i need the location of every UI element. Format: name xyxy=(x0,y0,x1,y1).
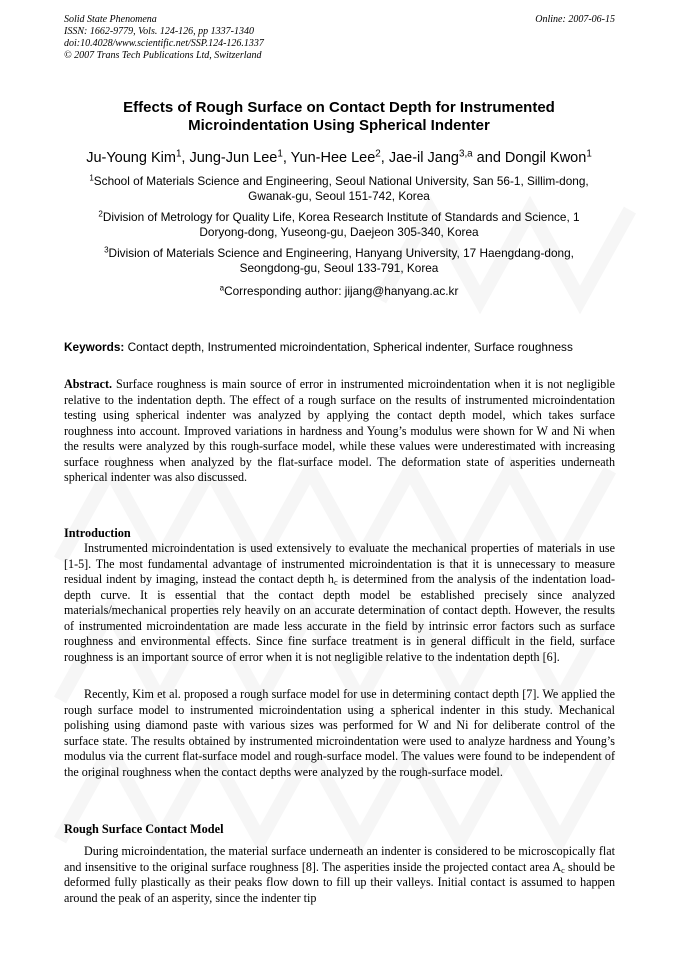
rough-surface-text: During microindentation, the material surface underneath an indenter is considered to be microscopically flat and insensitive to the original surface roughness [8]. The asperities inside the projected contact area A xyxy=(64,844,615,874)
rough-surface-subscript: c xyxy=(561,865,565,875)
title-line-1: Effects of Rough Surface on Contact Depth for Instrumented xyxy=(123,99,555,116)
keywords-text: Contact depth, Instrumented microindentation, Spherical indenter, Surface roughness xyxy=(124,340,573,354)
journal-header xyxy=(64,14,264,62)
affiliation-line: School of Materials Science and Engineering, Seoul National University, San 56-1, Sillim-dong, xyxy=(93,174,589,188)
keywords xyxy=(64,340,624,355)
affiliation-mark: 1 xyxy=(89,173,94,183)
intro-text: Instrumented microindentation is used extensively to evaluate the mechanical properties of materials in use [1-5]. The most fundamental advantage of instrumented microindentation is that it is unnecessary to measure residual indent by imaging, instead the contact depth h xyxy=(64,541,615,586)
author-affiliation-mark: 1 xyxy=(586,148,592,160)
introduction-heading: Introduction xyxy=(64,526,131,540)
author-name: Yun-Hee Lee xyxy=(290,150,376,166)
author-affiliation-mark: 2 xyxy=(375,148,381,160)
introduction-paragraph-2: Recently, Kim et al. proposed a rough surface model for use in determining contact depth [7]. We applied the rough surface model to instrumented microindentation using a spherical indenter in this study. Mechanical polishing using diamond paste with various sizes was performed for W and Ni for deliberate control of the surface state. The results obtained by instrumented microindentation were used to analyze hardness and Young’s modulus via the current flat-surface model and rough-surface model. The values were found to be independent of the original roughness when the contact depths were analyzed by the rough-surface model. xyxy=(64,687,615,779)
introduction-paragraph-1 xyxy=(64,541,615,665)
affiliation-line: Division of Materials Science and Engineering, Hanyang University, 17 Haengdang-dong, xyxy=(108,246,574,260)
corresponding-author xyxy=(60,284,618,299)
affiliation-line: Gwanak-gu, Seoul 151-742, Korea xyxy=(248,189,430,203)
intro-subscript: c xyxy=(333,578,338,588)
keywords-label: Keywords: xyxy=(64,340,125,354)
abstract-label: Abstract. xyxy=(64,377,113,391)
corresponding-mark: a xyxy=(219,283,225,293)
author-name: Jung-Jun Lee xyxy=(189,150,278,166)
journal-name: Solid State Phenomena xyxy=(64,14,157,25)
affiliation-line: Division of Metrology for Quality Life, Korea Research Institute of Standards and Science, 1 xyxy=(102,210,580,224)
author-separator: , xyxy=(181,150,190,166)
author-list xyxy=(20,149,658,167)
author-affiliation-mark: 3,a xyxy=(458,148,473,160)
corresponding-email: Corresponding author: jijang@hanyang.ac.kr xyxy=(224,284,459,298)
affiliation-1 xyxy=(60,174,618,204)
affiliation-line: Doryong-dong, Yuseong-gu, Daejeon 305-340, Korea xyxy=(199,225,479,239)
rough-surface-text: should be deformed fully plastically as their peaks flow down to fill up their valleys. Initial contact is assumed to happen around the peak of an asperity, since the indenter tip xyxy=(64,859,615,905)
affiliation-mark: 2 xyxy=(98,209,103,219)
affiliation-line: Seongdong-gu, Seoul 133-791, Korea xyxy=(239,261,439,275)
author-name: Dongil Kwon xyxy=(504,150,587,166)
author-separator: and xyxy=(472,150,505,166)
author-name: Jae-il Jang xyxy=(388,150,459,166)
author-affiliation-mark: 1 xyxy=(175,148,182,160)
online-date: Online: 2007-06-15 xyxy=(535,14,615,25)
doi-line: doi:10.4028/www.scientific.net/SSP.124-126.1337 xyxy=(64,38,264,49)
paper-title xyxy=(40,99,638,135)
rough-surface-heading: Rough Surface Contact Model xyxy=(64,822,224,836)
issn-line: ISSN: 1662-9779, Vols. 124-126, pp 1337-1340 xyxy=(64,26,254,37)
rough-surface-paragraph-1 xyxy=(64,844,615,906)
abstract-text: Surface roughness is main source of error in instrumented microindentation when it is not negligible relative to the indentation depth. The effect of a rough surface on the results of instrumented microindentation testing using spherical indenter was analyzed by applying the contact depth model, which takes surface roughness into account. Improved variations in hardness and Young’s modulus were shown for W and Ni when the results were analyzed by this rough-surface model, while these values were underestimated with increasing surface roughness when analyzed by the flat-surface model. The deformation state of asperities underneath spherical indenter was also discussed. xyxy=(64,377,615,484)
affiliation-3 xyxy=(60,246,618,276)
author-name: Ju-Young Kim xyxy=(86,150,176,166)
intro-text: is determined from the analysis of the indentation load-depth curve. It is essential that the contact depth model be established precisely since analyzed materials/mechanical properties rely heavily on an accurate determination of contact depth. However, the results of instrumented microindentation are made less accurate in the field by intrinsic error factors such as surface roughness and environmental effects. Since fine surface treatment is in general difficult in the field, surface roughness is an important source of error when it is not negligible relative to the indentation depth [6]. xyxy=(64,572,615,664)
title-line-2: Microindentation Using Spherical Indenter xyxy=(188,117,490,134)
affiliation-2 xyxy=(60,210,618,240)
author-separator: , xyxy=(282,150,291,166)
abstract xyxy=(64,377,615,486)
copyright-line: © 2007 Trans Tech Publications Ltd, Switzerland xyxy=(64,50,262,61)
affiliation-mark: 3 xyxy=(104,245,109,255)
author-affiliation-mark: 1 xyxy=(277,148,283,160)
author-separator: , xyxy=(380,150,389,166)
